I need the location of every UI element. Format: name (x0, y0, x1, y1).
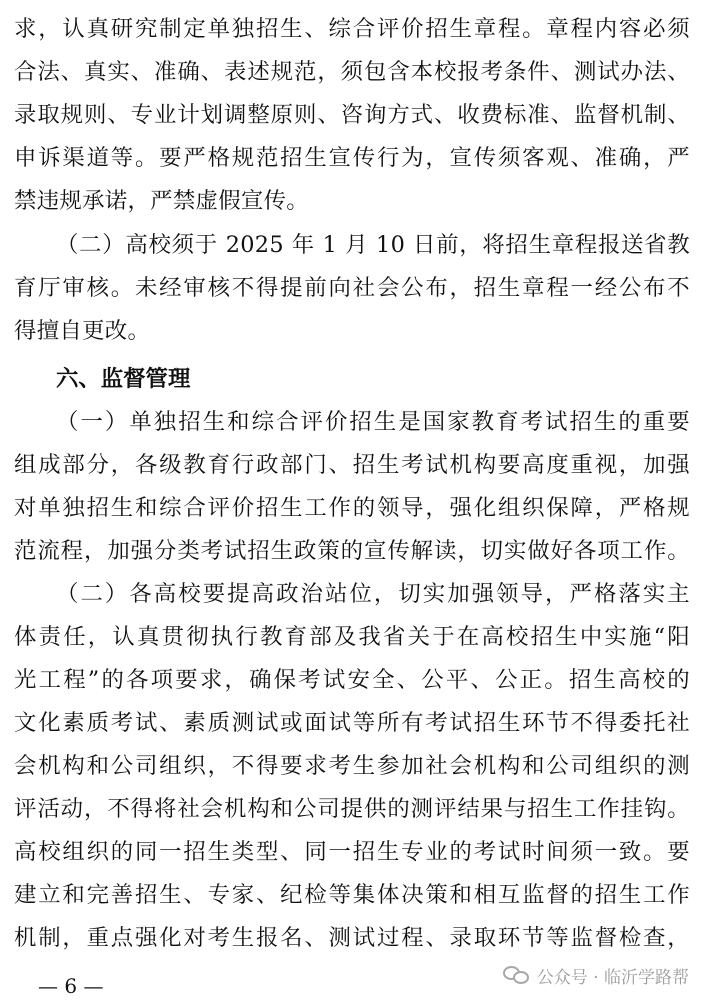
body-line: 录取规则、专业计划调整原则、咨询方式、收费标准、监督机制、 (14, 102, 690, 128)
body-line: 机制，重点强化对考生报名、测试过程、录取环节等监督检查， (14, 925, 690, 951)
body-line: 求，认真研究制定单独招生、综合评价招生章程。章程内容必须 (14, 16, 690, 42)
wechat-icon (503, 964, 531, 986)
page-number: — 6 — (38, 974, 104, 998)
body-line: 组成部分，各级教育行政部门、招生考试机构要高度重视，加强 (14, 452, 690, 478)
body-line: 合法、真实、准确、表述规范，须包含本校报考条件、测试办法、 (14, 59, 690, 85)
body-line: 光工程”的各项要求，确保考试安全、公平、公正。招生高校的 (14, 667, 690, 693)
body-line: 得擅自更改。 (14, 318, 151, 344)
body-line: 文化素质考试、素质测试或面试等所有考试招生环节不得委托社 (14, 710, 690, 736)
body-line: 建立和完善招生、专家、纪检等集体决策和相互监督的招生工作 (14, 882, 690, 908)
body-line: 禁违规承诺，严禁虚假宣传。 (14, 188, 309, 214)
body-line: （一）单独招生和综合评价招生是国家教育考试招生的重要 (56, 409, 690, 435)
body-line: 体责任，认真贯彻执行教育部及我省关于在高校招生中实施“阳 (14, 624, 690, 650)
body-line: 申诉渠道等。要严格规范招生宣传行为，宣传须客观、准确，严 (14, 145, 690, 171)
body-line: 育厅审核。未经审核不得提前向社会公布，招生章程一经公布不 (14, 275, 690, 301)
section-heading: 六、监督管理 (56, 366, 191, 392)
watermark (503, 958, 689, 992)
body-line: 范流程，加强分类考试招生政策的宣传解读，切实做好各项工作。 (14, 538, 690, 564)
body-line: 对单独招生和综合评价招生工作的领导，强化组织保障，严格规 (14, 495, 690, 521)
body-line: 会机构和公司组织，不得要求考生参加社会机构和公司组织的测 (14, 753, 690, 779)
body-line: 评活动，不得将社会机构和公司提供的测评结果与招生工作挂钩。 (14, 796, 690, 822)
body-line: （二）高校须于 2025 年 1 月 10 日前，将招生章程报送省教 (56, 232, 690, 258)
body-line: （二）各高校要提高政治站位，切实加强领导，严格落实主 (56, 581, 690, 607)
body-line: 高校组织的同一招生类型、同一招生专业的考试时间须一致。要 (14, 839, 690, 865)
watermark-text: 公众号 · 临沂学路帮 (536, 967, 689, 988)
